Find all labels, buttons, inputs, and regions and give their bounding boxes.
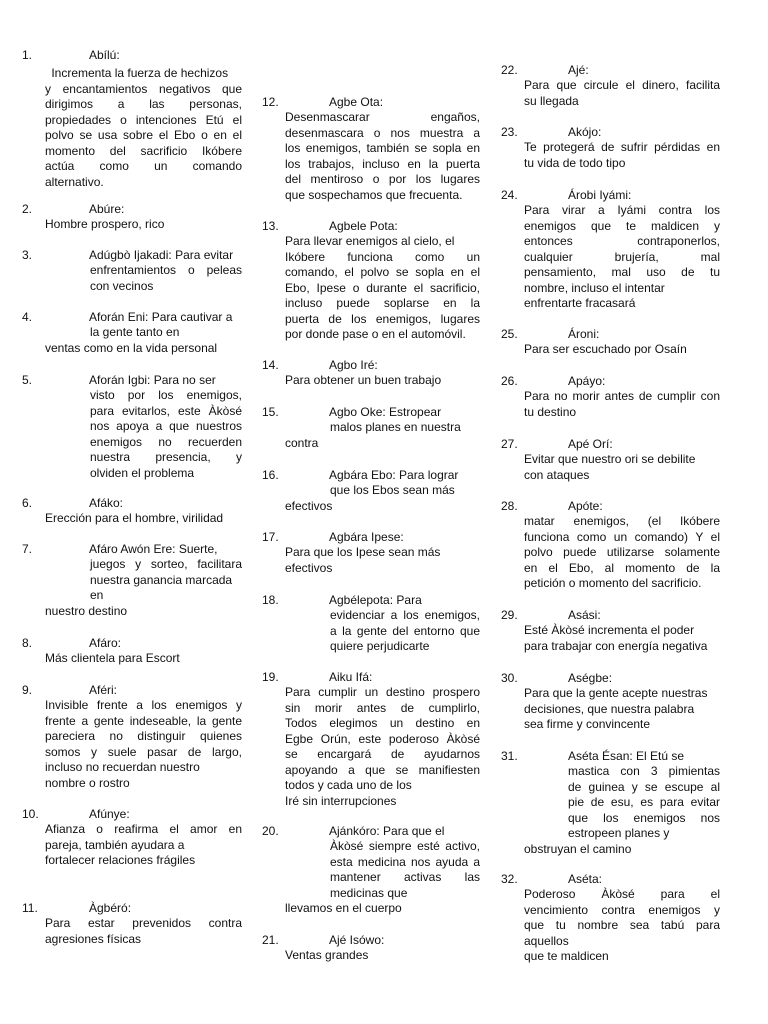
item-description-line: incluso no recuerdan nuestro (45, 760, 200, 774)
item-description-line: para evitarlos, este Àkòsé (90, 403, 242, 418)
item-description-line: medicinas que (330, 885, 408, 900)
item-description-line: que sospechamos que frecuenta. (285, 187, 463, 202)
item-number: 16. (262, 468, 279, 482)
item-description-line: Àkòsé siempre esté activo, (330, 839, 480, 853)
item-description-line: malos planes en nuestra (330, 420, 461, 434)
item-description-line: Hombre prospero, rico (45, 217, 165, 231)
item-description-line: puerta de los enemigos, lugares (285, 311, 480, 326)
item-description-line: cualquier brujería, mal (524, 249, 720, 264)
item-title: Ajé: (568, 63, 589, 77)
item-title: Aséta: (568, 872, 603, 886)
item-description-line: que te maldicen (524, 949, 609, 963)
item-title: Afáko: (89, 496, 124, 510)
item-description-line: Todos elegimos un destino en (285, 716, 480, 730)
item-description-line: enemigos no recuerden (90, 434, 242, 449)
item-number: 8. (22, 636, 33, 650)
item-description-line: en el Ebo, al momento de la (524, 560, 720, 575)
item-number: 10. (22, 807, 39, 821)
item-description-line: los enemigos, también se sopla en (285, 141, 480, 155)
item-title: Agbe Ota: (329, 95, 384, 109)
item-title: Afáro: (89, 636, 122, 650)
item-description-line: que los Ebos sean más (330, 483, 455, 497)
item-description-line: estropeen planes y (568, 826, 670, 840)
item-number: 1. (22, 48, 33, 62)
item-description-line: Incrementa la fuerza de hechizos (48, 66, 229, 80)
item-title: Àgbéró: (89, 901, 132, 915)
item-title: Asási: (568, 608, 601, 622)
item-description-line: Ebo, Ipese o durante el sacrificio, (285, 280, 480, 295)
item-description-line: Poderoso Àkòsé para el (524, 887, 720, 901)
item-description-line: efectivos (285, 560, 333, 575)
item-number: 32. (501, 872, 518, 886)
item-description-line: nuestra presencia, y (90, 450, 242, 464)
item-description-line: que tu nombre sea tabú para (524, 918, 720, 932)
item-description-line: Para estar prevenidos contra (45, 916, 242, 930)
item-description-line: entonces contraponerlos, (524, 234, 720, 248)
item-number: 2. (22, 202, 33, 216)
item-number: 31. (501, 749, 518, 763)
item-description-line: somos y suele pasar de largo, (45, 744, 242, 759)
item-description-line: Ventas grandes (285, 948, 369, 962)
item-title: Aforán Igbi: Para no ser (89, 373, 216, 387)
item-description-line: olviden el problema (90, 465, 195, 480)
item-description-line: momento del sacrificio Ikóbere (45, 143, 242, 158)
item-description-line: agresiones físicas (45, 931, 142, 946)
item-description-line: para trabajar con energía negativa (524, 638, 708, 653)
item-description-line: Para no morir antes de cumplir con (524, 389, 720, 403)
item-title: Aséta Ésan: El Etú se (568, 749, 685, 763)
item-number: 30. (501, 671, 518, 685)
item-description-line: tu vida de todo tipo (524, 155, 626, 170)
item-description-line: nombre, incluso el intentar (524, 280, 665, 295)
item-description-line: y encantamientos negativos que (45, 81, 242, 96)
item-description-line: con ataques (524, 467, 590, 482)
item-description-line: nos apoya a que nuestros (90, 419, 242, 433)
item-description-line: ventas como en la vida personal (45, 340, 218, 355)
item-description-line: Para cumplir un destino prospero (285, 685, 480, 699)
item-description-line: esta medicina nos ayuda a (330, 854, 480, 869)
item-description-line: enfrentamientos o peleas (90, 263, 242, 277)
item-description-line: evidenciar a los enemigos, (330, 608, 480, 622)
item-description-line: polvo puede utilizarse solamente (524, 545, 720, 559)
item-description-line: los trabajos, incluso en la puerta (285, 156, 480, 171)
item-description-line: por donde pase o en el automóvil. (285, 327, 466, 341)
item-description-line: decisiones, que nuestra palabra (524, 701, 695, 716)
item-number: 9. (22, 683, 33, 697)
item-number: 18. (262, 593, 279, 607)
item-description-line: efectivos (285, 498, 333, 513)
item-number: 14. (262, 358, 279, 372)
item-description-line: mantener activas las (330, 870, 480, 884)
item-description-line: Ikóbere funciona como un (285, 249, 480, 264)
item-number: 29. (501, 608, 518, 622)
item-description-line: Afianza o reafirma el amor en (45, 822, 242, 836)
item-title: Apóte: (568, 499, 603, 513)
item-description-line: Evitar que nuestro ori se debilite (524, 452, 696, 466)
item-description-line: Más clientela para Escort (45, 651, 180, 665)
item-number: 3. (22, 248, 33, 262)
item-description-line: Erección para el hombre, virilidad (45, 511, 224, 525)
item-title: Ajánkóro: Para que el (329, 824, 445, 838)
item-description-line: Para virar a Iyámi contra los (524, 203, 720, 217)
item-title: Ajé Isówo: (329, 933, 385, 947)
item-description-line: sin morir antes de cumplirlo, (285, 700, 480, 715)
item-description-line: nombre o rostro (45, 775, 130, 790)
item-title: Adúgbò Ijakadi: Para evitar (89, 248, 234, 262)
item-description-line: matar enemigos, (el Ikóbere (524, 514, 720, 528)
item-title: Agbélepota: Para (329, 593, 422, 607)
item-number: 23. (501, 125, 518, 139)
item-description-line: petición o momento del sacrificio. (524, 576, 702, 590)
item-description-line: alternativo. (45, 174, 104, 189)
item-title: Afúnye: (89, 807, 130, 821)
item-description-line: tu destino (524, 404, 577, 419)
item-description-line: Para que la gente acepte nuestras (524, 686, 708, 700)
item-description-line: frente a gente indeseable, la gente (45, 713, 242, 728)
item-description-line: con vecinos (90, 278, 154, 293)
item-description-line: desenmascara o nos muestra a (285, 125, 480, 140)
item-number: 11. (22, 901, 38, 915)
item-title: Abílú: (89, 48, 120, 62)
item-title: Aségbe: (568, 671, 613, 685)
item-description-line: Iré sin interrupciones (285, 793, 397, 808)
item-description-line: pareja, también ayudara a (45, 837, 185, 852)
item-description-line: que los enemigos nos (568, 810, 720, 825)
item-description-line: sea firme y convincente (524, 717, 651, 731)
item-number: 27. (501, 437, 518, 451)
item-description-line: Para obtener un buen trabajo (285, 373, 442, 387)
item-description-line: todos y cada uno de los (285, 778, 412, 792)
item-description-line: Para que los Ipese sean más (285, 545, 441, 559)
item-description-line: contra (285, 435, 319, 450)
item-title: Agbára Ipese: (329, 530, 404, 544)
item-number: 25. (501, 327, 518, 341)
item-number: 15. (262, 405, 279, 419)
item-description-line: propiedades o intenciones Etú el (45, 112, 242, 127)
item-description-line: Te protegerá de sufrir pérdidas en (524, 140, 720, 154)
item-description-line: del mentiroso o por los lugares (285, 172, 480, 186)
item-description-line: Para llevar enemigos al cielo, el (285, 234, 455, 248)
item-number: 19. (262, 670, 279, 684)
item-description-line: la gente tanto en (90, 325, 180, 339)
item-title: Afáro Awón Ere: Suerte, (89, 542, 218, 556)
item-number: 5. (22, 373, 33, 387)
item-description-line: se encargará de ayudarnos (285, 747, 480, 761)
item-description-line: su llegada (524, 93, 579, 108)
item-description-line: incluso puede soplarse en la (285, 296, 480, 310)
item-description-line: obstruyan el camino (524, 841, 632, 856)
item-title: Aiku Ifá: (329, 670, 373, 684)
item-title: Aforán Eni: Para cautivar a (89, 310, 233, 324)
item-description-line: Desenmascarar engaños, (285, 110, 480, 124)
item-number: 28. (501, 499, 518, 513)
item-description-line: a la gente del entorno que (330, 623, 480, 638)
item-title: Apáyo: (568, 374, 606, 388)
item-number: 4. (22, 310, 33, 324)
item-description-line: Invisible frente a los enemigos y (45, 698, 242, 712)
item-description-line: polvo se usa sobre el Ebo o en el (45, 128, 242, 142)
item-description-line: Para ser escuchado por Osaín (524, 342, 687, 356)
item-description-line: en (90, 588, 104, 602)
item-description-line: apoyando a que se manifiesten (285, 762, 480, 777)
item-title: Abúre: (89, 202, 125, 216)
item-description-line: enemigos que te maldicen y (524, 218, 720, 233)
item-number: 17. (262, 530, 279, 544)
item-number: 7. (22, 542, 33, 556)
item-number: 20. (262, 824, 279, 838)
item-description-line: nuestra ganancia marcada (90, 572, 233, 587)
item-title: Agbo Iré: (329, 358, 378, 372)
item-description-line: aquellos (524, 933, 569, 948)
item-number: 26. (501, 374, 518, 388)
item-description-line: fortalecer relaciones frágiles (45, 853, 196, 867)
item-title: Árobi Iyámi: (568, 188, 632, 202)
item-title: Aféri: (89, 683, 118, 697)
item-description-line: Esté Àkòsé incrementa el poder (524, 623, 695, 637)
item-title: Agbára Ebo: Para lograr (329, 468, 459, 482)
item-title: Akójo: (568, 125, 602, 139)
item-description-line: llevamos en el cuerpo (285, 901, 402, 915)
item-description-line: comando, el polvo se sopla en el (285, 265, 480, 279)
item-description-line: actúa como un comando (45, 159, 242, 173)
item-title: Ároni: (568, 327, 600, 341)
item-description-line: funciona como un comando) Y el (524, 529, 720, 544)
item-description-line: nuestro destino (45, 603, 128, 618)
item-title: Apé Orí: (568, 437, 613, 451)
item-description-line: quiere perjudicarte (330, 639, 430, 653)
item-description-line: pareciera no distinguir quienes (45, 729, 242, 743)
item-description-line: mastica con 3 pimientas (568, 764, 720, 778)
item-number: 6. (22, 496, 33, 510)
item-description-line: Egbe Orún, este poderoso Àkòsé (285, 731, 480, 746)
item-description-line: enfrentarte fracasará (524, 296, 636, 310)
item-description-line: Para que circule el dinero, facilita (524, 78, 720, 92)
item-description-line: vencimiento contra enemigos y (524, 902, 720, 917)
item-description-line: pensamiento, mal uso de tu (524, 265, 720, 279)
item-number: 13. (262, 219, 279, 233)
item-number: 21. (262, 933, 279, 947)
item-number: 24. (501, 188, 518, 202)
item-description-line: visto por los enemigos, (90, 388, 242, 402)
item-description-line: dirigimos a las personas, (45, 97, 242, 111)
item-description-line: juegos y sorteo, facilitara (90, 557, 242, 571)
item-number: 12. (262, 95, 279, 109)
item-title: Agbele Pota: (329, 219, 398, 233)
item-description-line: de guinea y se escupe al (568, 779, 720, 794)
item-number: 22. (501, 63, 518, 77)
item-description-line: pie de esu, es para evitar (568, 795, 720, 809)
item-title: Agbo Oke: Estropear (329, 405, 442, 419)
